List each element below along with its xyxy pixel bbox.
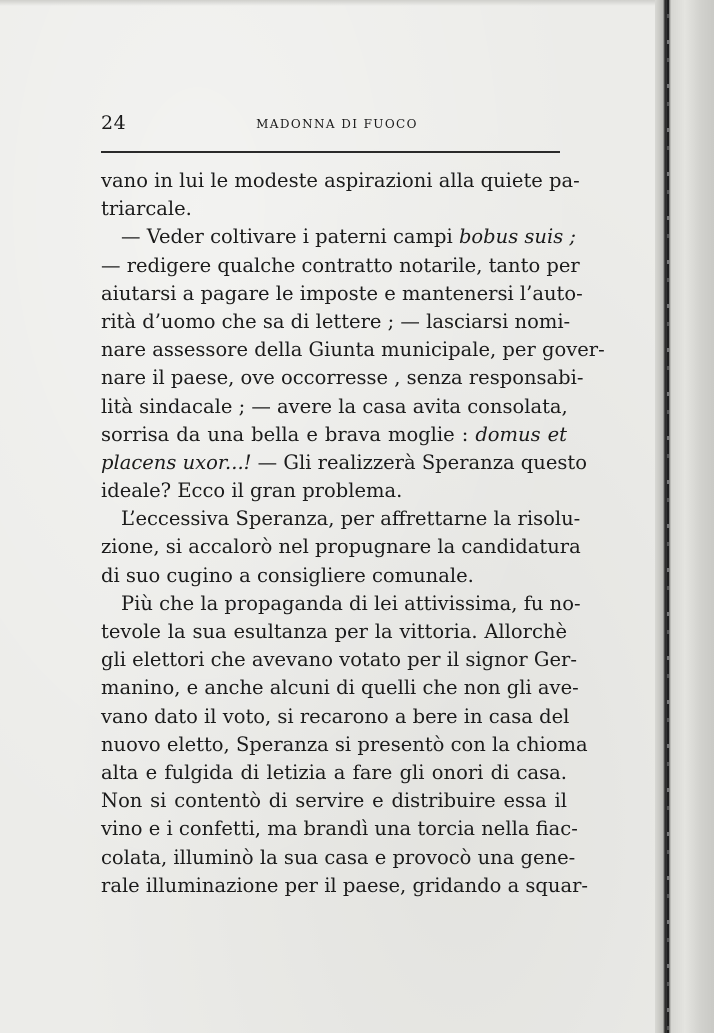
body-text: [101, 167, 605, 900]
latin-phrase: placens uxor...!: [101, 450, 252, 474]
page-header: [101, 112, 561, 136]
text-line: tevole la sua esultanza per la vittoria. Allorchè: [101, 620, 567, 643]
text-line: [101, 223, 576, 251]
text-line: lità sindacale ; — avere la casa avita consolata,: [101, 394, 568, 418]
page-top-edge: [0, 0, 660, 6]
text-span: sorrisa da una bella e brava moglie :: [101, 422, 476, 446]
latin-phrase: bobus suis ;: [458, 225, 576, 249]
text-line: ideale? Ecco il gran problema.: [101, 479, 403, 503]
text-line: vano dato il voto, si recarono a bere in casa del: [101, 704, 570, 728]
text-line: aiutarsi a pagare le imposte e mantenersi l’auto-: [101, 281, 583, 305]
text-span: — Gli realizzerà Speranza questo: [251, 450, 587, 474]
book-binding: [655, 0, 714, 1033]
text-line: Non si contentò di servire e distribuire essa il: [101, 789, 567, 813]
text-line: rità d’uomo che sa di lettere ; — lasciarsi nomi-: [101, 309, 571, 333]
binding-gutter-line: [667, 0, 669, 1033]
text-line: nare il paese, ove occorresse , senza responsabi-: [101, 366, 584, 390]
text-line: alta e fulgida di letizia a fare gli onori di casa.: [101, 760, 567, 784]
text-line: L’eccessiva Speranza, per affrettarne la risolu-: [121, 507, 581, 531]
text-line: nuovo eletto, Speranza si presentò con la chioma: [101, 732, 588, 756]
running-title: MADONNA DI FUOCO: [256, 117, 418, 131]
text-line: vano in lui le modeste aspirazioni alla quiete pa-: [101, 169, 580, 192]
text-line: manino, e anche alcuni di quelli che non gli ave-: [101, 676, 579, 700]
text-line: rale illuminazione per il paese, gridando a squar-: [101, 873, 588, 897]
text-line: vino e i confetti, ma brandì una torcia nella fiac-: [101, 817, 578, 841]
header-rule: [101, 151, 560, 153]
text-line: nare assessore della Giunta municipale, per gover-: [101, 338, 605, 362]
text-line: zione, si accalorò nel propugnare la candidatura: [101, 535, 581, 559]
page-number: 24: [101, 112, 127, 134]
text-line: gli elettori che avevano votato per il signor Ger-: [101, 648, 577, 672]
text-line: [101, 449, 587, 477]
text-line: [101, 421, 567, 449]
latin-phrase: domus et: [475, 422, 567, 446]
text-line: Più che la propaganda di lei attivissima, fu no-: [121, 591, 581, 615]
text-line: colata, illuminò la sua casa e provocò una gene-: [101, 845, 576, 869]
text-span: — Veder coltivare i paterni campi: [121, 225, 459, 249]
text-line: di suo cugino a consigliere comunale.: [101, 563, 474, 587]
text-line: triarcale.: [101, 197, 192, 221]
text-line: — redigere qualche contratto notarile, tanto per: [101, 253, 580, 277]
